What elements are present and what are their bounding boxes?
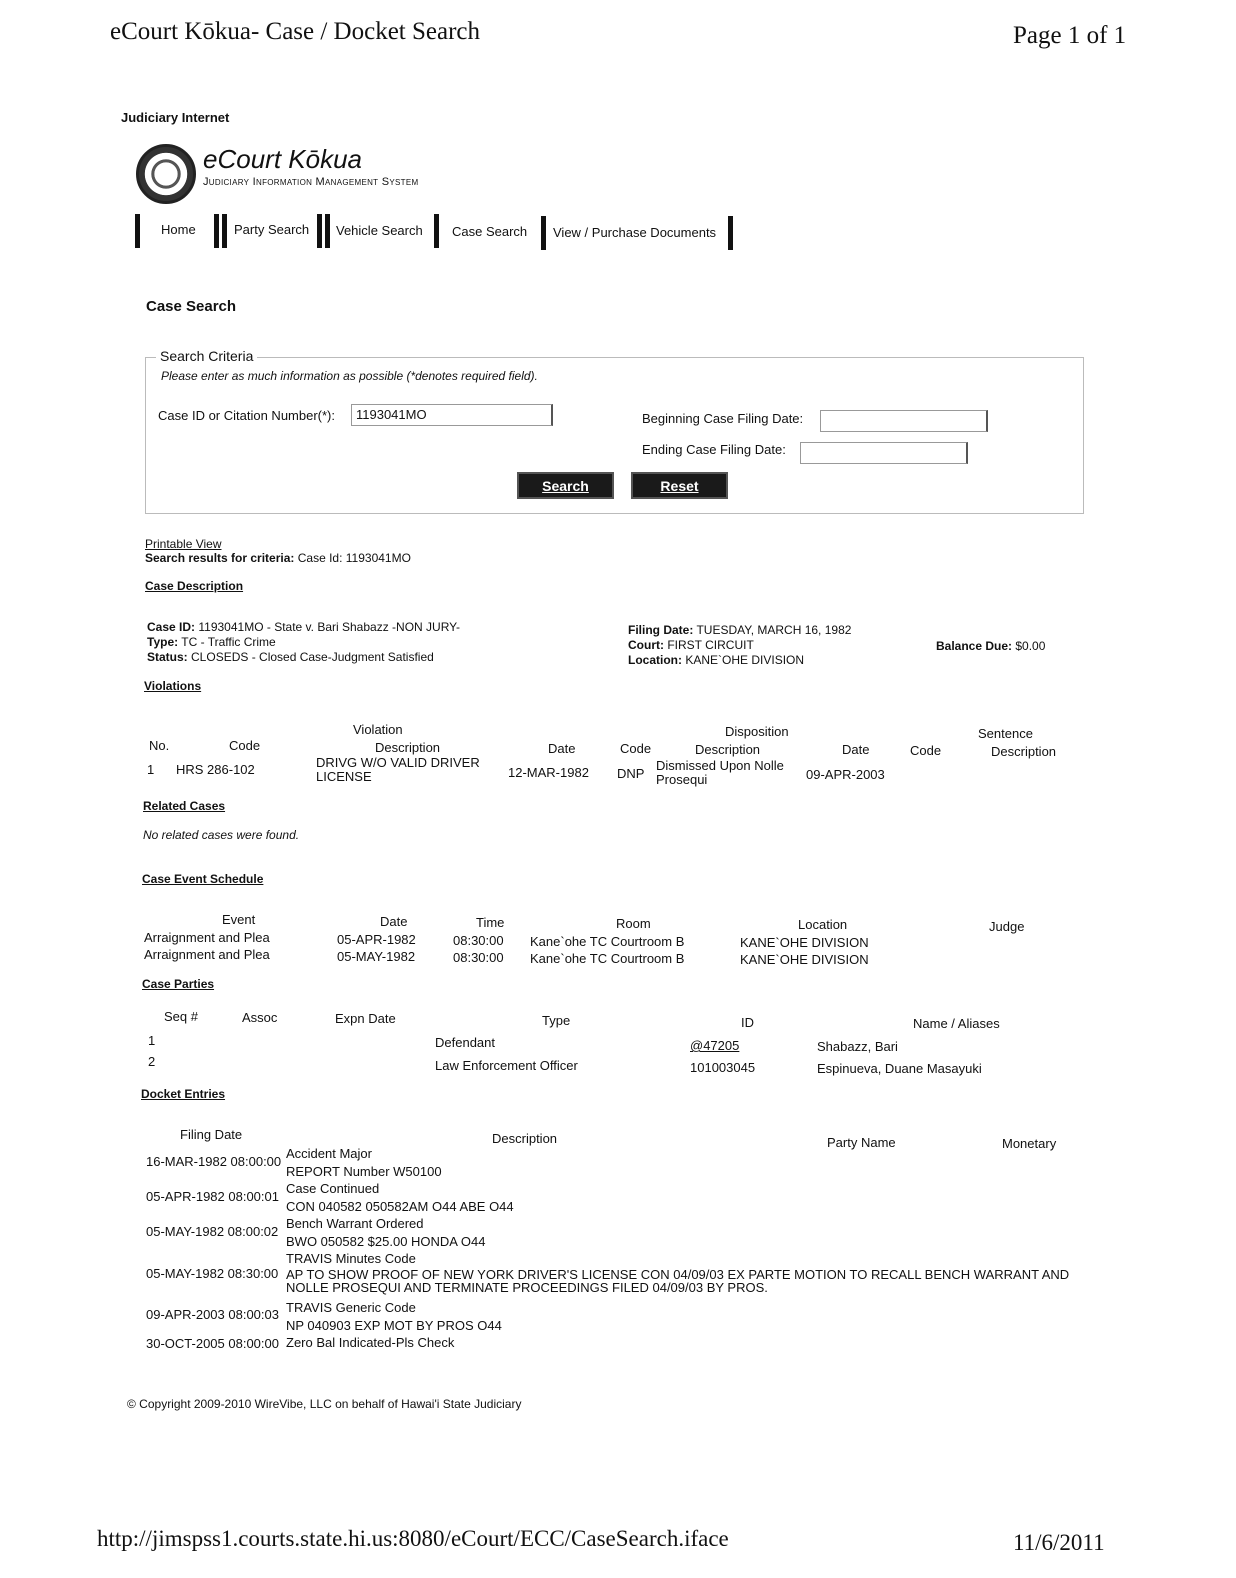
col-party-type: Type [542,1013,571,1028]
copyright-text: © Copyright 2009-2010 WireVibe, LLC on behalf of Hawai'i State Judiciary [127,1397,522,1411]
docket-line1: Accident Major [286,1146,372,1161]
docket-line2: CON 040582 050582AM O44 ABE O44 [286,1199,514,1214]
criteria-label: Search results for criteria: [145,551,295,565]
case-status-label: Status: [147,650,188,664]
disposition-group-header: Disposition [725,724,789,739]
case-type-label: Type: [147,635,179,649]
docket-line2: BWO 050582 $25.00 HONDA O44 [286,1234,486,1249]
nav-vehicle-search[interactable]: Vehicle Search [336,223,423,238]
col-assoc: Assoc [242,1010,278,1025]
violation-description: DRIVG W/O VALID DRIVER LICENSE [316,755,480,784]
violation-code: HRS 286-102 [176,762,255,777]
print-page-number: Page 1 of 1 [1013,22,1127,49]
col-event-room: Room [616,916,651,931]
balance-due [936,639,1045,653]
docket-line2: NP 040903 EXP MOT BY PROS O44 [286,1318,502,1333]
case-info-right [628,623,851,668]
court-value: FIRST CIRCUIT [667,638,754,652]
col-code: Code [229,738,261,753]
party-id-link[interactable]: @47205 [690,1038,740,1053]
col-docket-description: Description [492,1131,558,1146]
col-disp-code: Code [620,741,652,756]
print-header-title: eCourt Kōkua- Case / Docket Search [110,18,481,45]
case-description-heading: Case Description [145,579,244,593]
col-event: Event [222,912,256,927]
event-location: KANE`OHE DIVISION [740,952,869,967]
case-id-input[interactable]: 1193041MO [351,404,553,426]
case-status-value: CLOSEDS - Closed Case-Judgment Satisfied [191,650,434,664]
case-id-value: 1193041MO - State v. Bari Shabazz -NON JURY- [198,620,461,634]
violations-heading: Violations [144,679,202,693]
event-date: 05-MAY-1982 [337,949,416,964]
violation-group-header: Violation [353,722,403,737]
col-disp-description: Description [695,742,761,757]
related-cases-message: No related cases were found. [143,828,300,842]
violation-date: 12-MAR-1982 [508,765,589,780]
location-label: Location: [628,653,682,667]
docket-line1: Zero Bal Indicated-Pls Check [286,1335,455,1350]
docket-line2: REPORT Number W50100 [286,1164,442,1179]
event-schedule-heading: Case Event Schedule [142,872,264,886]
docket-date: 05-MAY-1982 08:30:00 [146,1266,279,1281]
disposition-date: 09-APR-2003 [806,767,885,782]
beginning-date-label: Beginning Case Filing Date: [642,411,804,426]
printable-view-link[interactable]: Printable View [145,537,222,551]
ending-date-input[interactable] [800,442,968,464]
party-seq: 1 [148,1033,156,1048]
nav-view-purchase-documents[interactable]: View / Purchase Documents [553,225,717,240]
nav-divider [434,214,439,248]
docket-date: 16-MAR-1982 08:00:00 [146,1154,282,1169]
col-party-id: ID [741,1015,754,1030]
nav-home[interactable]: Home [161,222,196,237]
nav-case-search[interactable]: Case Search [452,224,528,239]
page-title: Case Search [146,298,237,315]
nav-divider [214,214,219,248]
col-disp-date: Date [842,742,870,757]
col-seq: Seq # [164,1009,198,1024]
print-footer-date: 11/6/2011 [1013,1530,1105,1555]
case-info-left [147,620,460,665]
case-id-label-text: Case ID: [147,620,196,634]
docket-line2: AP TO SHOW PROOF OF NEW YORK DRIVER'S LICENSE CON 04/09/03 EX PARTE MOTION TO RECALL BENCH WARRANT AND NOLLE PROSEQUI AND TERMINATE PROCEEDINGS FILED 04/09/03 BY PROS. [286,1267,1070,1295]
location-value: KANE`OHE DIVISION [685,653,805,667]
docket-line1: TRAVIS Minutes Code [286,1251,416,1266]
event-room: Kane`ohe TC Courtroom B [530,951,685,966]
print-footer-url: http://jimspss1.courts.state.hi.us:8080/eCourt/ECC/CaseSearch.iface [97,1526,729,1551]
search-instructions: Please enter as much information as possible (*denotes required field). [161,369,538,383]
judiciary-internet-label: Judiciary Internet [121,110,230,125]
col-filing-date: Filing Date [180,1127,243,1142]
party-id: 101003045 [690,1060,756,1075]
site-subtitle: Judiciary Information Management System [203,176,419,188]
balance-label: Balance Due: [936,639,1013,653]
col-event-location: Location [798,917,848,932]
docket-date: 05-MAY-1982 08:00:02 [146,1224,279,1239]
disposition-code: DNP [617,766,645,781]
filing-date-value: TUESDAY, MARCH 16, 1982 [696,623,852,637]
col-event-time: Time [476,915,505,930]
nav-divider [325,214,330,248]
violation-no: 1 [147,762,155,777]
disposition-description: Dismissed Upon Nolle Prosequi [656,758,784,787]
col-no: No. [149,738,170,753]
sentence-group-header: Sentence [978,726,1033,741]
case-id-label: Case ID or Citation Number(*): [158,408,335,423]
col-monetary: Monetary [1002,1136,1057,1151]
case-type-value: TC - Traffic Crime [181,635,276,649]
search-results-criteria [145,551,411,565]
col-event-judge: Judge [989,919,1025,934]
col-event-date: Date [380,914,408,929]
docket-date: 09-APR-2003 08:00:03 [146,1307,279,1322]
nav-divider [135,214,140,248]
docket-line1: Bench Warrant Ordered [286,1216,424,1231]
nav-divider [541,216,546,250]
docket-date: 30-OCT-2005 08:00:00 [146,1336,279,1351]
case-parties-heading: Case Parties [142,977,215,991]
docket-date: 05-APR-1982 08:00:01 [146,1189,279,1204]
ending-date-label: Ending Case Filing Date: [642,442,786,457]
col-description: Description [375,740,441,755]
site-brand: eCourt Kōkua [203,144,362,174]
party-name: Shabazz, Bari [817,1039,898,1054]
party-type: Law Enforcement Officer [435,1058,578,1073]
col-expn-date: Expn Date [335,1011,396,1026]
related-cases-heading: Related Cases [143,799,226,813]
beginning-date-input[interactable] [820,410,988,432]
criteria-value: Case Id: 1193041MO [297,551,411,565]
docket-line1: Case Continued [286,1181,380,1196]
nav-divider [728,216,733,250]
nav-party-search[interactable]: Party Search [234,222,310,237]
event-date: 05-APR-1982 [337,932,416,947]
court-label: Court: [628,638,664,652]
event-name: Arraignment and Plea [144,930,270,945]
search-button[interactable]: Search [517,472,614,499]
party-seq: 2 [148,1054,156,1069]
nav-divider [222,214,227,248]
filing-date-label: Filing Date: [628,623,694,637]
search-criteria-legend: Search Criteria [156,348,257,364]
col-sent-description: Description [991,744,1057,759]
col-sent-code: Code [910,743,942,758]
docket-entries-heading: Docket Entries [141,1087,226,1101]
col-party-name-docket: Party Name [827,1135,896,1150]
event-room: Kane`ohe TC Courtroom B [530,934,685,949]
party-name: Espinueva, Duane Masayuki [817,1061,982,1076]
balance-value: $0.00 [1015,639,1046,653]
party-type: Defendant [435,1035,495,1050]
judiciary-seal-logo [136,144,196,204]
col-date: Date [548,741,576,756]
event-location: KANE`OHE DIVISION [740,935,869,950]
docket-line1: TRAVIS Generic Code [286,1300,416,1315]
col-party-name: Name / Aliases [913,1016,1000,1031]
event-time: 08:30:00 [453,933,504,948]
reset-button[interactable]: Reset [631,472,728,499]
event-time: 08:30:00 [453,950,504,965]
nav-divider [317,214,322,248]
event-name: Arraignment and Plea [144,947,270,962]
